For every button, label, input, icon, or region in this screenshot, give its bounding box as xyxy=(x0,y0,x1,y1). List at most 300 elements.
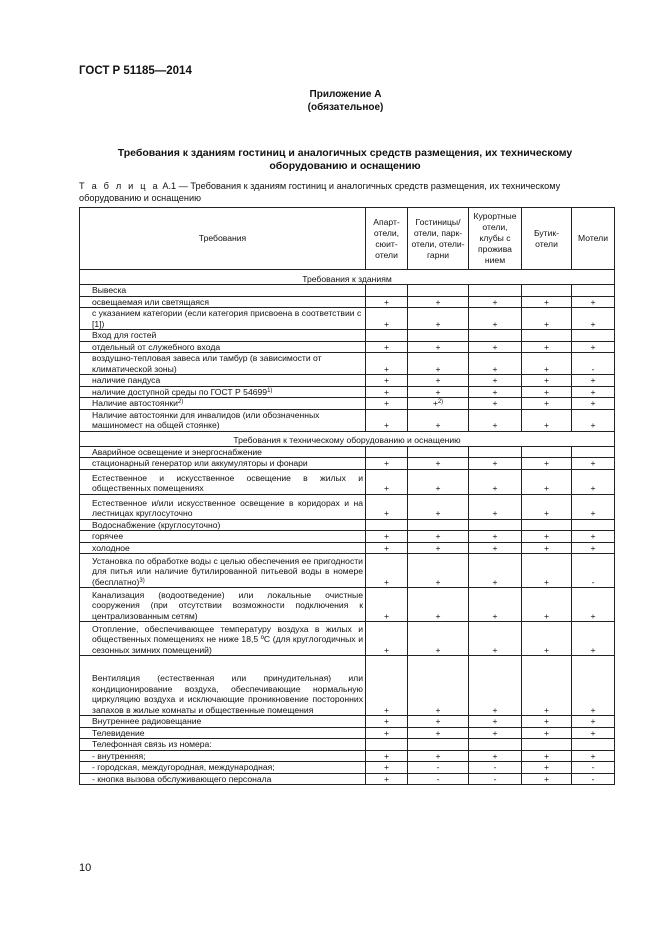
requirement-label: Телефонная связь из номера: xyxy=(92,739,212,749)
value-cell xyxy=(572,739,615,751)
value-mark: + xyxy=(543,644,550,655)
requirement-cell xyxy=(80,375,366,387)
value-mark: + xyxy=(543,318,550,329)
requirement-cell xyxy=(80,519,366,531)
value-cell xyxy=(366,330,408,342)
table-row xyxy=(80,409,615,431)
value-cell xyxy=(522,531,572,543)
value-mark: + xyxy=(383,363,390,374)
value-mark: + xyxy=(590,296,596,307)
value-cell xyxy=(572,446,615,458)
value-cell xyxy=(408,542,469,554)
value-mark: + xyxy=(492,420,498,430)
value-cell xyxy=(522,554,572,588)
value-cell xyxy=(366,727,408,739)
table-body xyxy=(80,270,615,785)
value-mark: + xyxy=(383,716,390,726)
value-cell xyxy=(366,531,408,543)
value-mark: + xyxy=(543,341,550,352)
value-mark: + xyxy=(590,398,596,408)
value-mark: + xyxy=(492,296,498,307)
value-cell xyxy=(572,375,615,387)
value-mark: + xyxy=(492,727,498,738)
value-mark: + xyxy=(492,610,498,621)
value-mark: + xyxy=(492,363,498,374)
value-mark: + xyxy=(492,341,498,352)
table-row xyxy=(80,458,615,470)
value-cell xyxy=(572,762,615,774)
value-cell xyxy=(572,409,615,431)
value-mark: + xyxy=(492,398,498,408)
value-cell xyxy=(522,341,572,353)
value-mark: + xyxy=(590,531,596,541)
value-cell xyxy=(469,330,522,342)
value-mark: + xyxy=(543,375,550,385)
value-cell xyxy=(469,375,522,387)
value-mark: + xyxy=(590,610,596,621)
table-row xyxy=(80,469,615,494)
value-mark: + xyxy=(435,716,441,726)
requirement-cell xyxy=(80,716,366,728)
requirement-cell xyxy=(80,727,366,739)
value-cell xyxy=(408,716,469,728)
value-cell xyxy=(366,494,408,519)
requirement-label: Наличие автостоянки для инвалидов (или обозначенных машиномест на общей стоянке) xyxy=(92,409,320,430)
requirement-cell xyxy=(80,296,366,308)
value-cell xyxy=(572,554,615,588)
value-mark: + xyxy=(492,644,498,655)
value-cell xyxy=(572,458,615,470)
requirement-label: Внутреннее радиовещание xyxy=(92,716,202,726)
value-mark: + xyxy=(590,386,596,397)
table-row xyxy=(80,542,615,554)
value-cell xyxy=(572,341,615,353)
value-cell xyxy=(572,494,615,519)
value-cell xyxy=(469,409,522,431)
requirement-cell xyxy=(80,386,366,398)
value-mark: - xyxy=(591,576,595,587)
value-cell xyxy=(469,622,522,656)
value-mark: + xyxy=(383,610,390,621)
requirement-cell xyxy=(80,341,366,353)
value-mark: + xyxy=(383,341,390,352)
requirements-table xyxy=(79,207,615,785)
value-cell xyxy=(469,494,522,519)
value-cell xyxy=(572,285,615,297)
requirement-cell xyxy=(80,773,366,785)
value-mark: - xyxy=(493,762,497,772)
value-cell xyxy=(366,296,408,308)
value-mark: + xyxy=(492,750,498,761)
requirement-label: стационарный генератор или аккумуляторы и фонари xyxy=(92,458,308,468)
value-cell xyxy=(469,308,522,330)
value-mark: + xyxy=(590,420,596,430)
value-mark: + xyxy=(383,318,390,329)
value-mark: + xyxy=(543,398,550,408)
table-row xyxy=(80,554,615,588)
value-mark: + xyxy=(435,704,441,715)
value-cell xyxy=(366,622,408,656)
value-cell xyxy=(522,398,572,410)
value-cell xyxy=(572,656,615,716)
value-cell xyxy=(522,296,572,308)
value-mark: + xyxy=(543,483,550,493)
value-cell xyxy=(366,386,408,398)
value-mark: + xyxy=(383,750,390,761)
value-mark: + xyxy=(435,318,441,329)
value-cell xyxy=(469,285,522,297)
value-cell xyxy=(408,519,469,531)
value-mark: + xyxy=(383,398,390,408)
value-cell xyxy=(572,296,615,308)
value-cell xyxy=(408,353,469,375)
value-mark: + xyxy=(543,458,550,468)
table-caption xyxy=(79,180,614,204)
value-cell xyxy=(408,341,469,353)
requirement-cell xyxy=(80,750,366,762)
requirement-cell xyxy=(80,285,366,297)
value-mark: + xyxy=(590,644,596,655)
value-mark: + xyxy=(383,644,390,655)
value-cell xyxy=(469,341,522,353)
value-cell xyxy=(572,588,615,622)
value-cell xyxy=(366,285,408,297)
value-cell xyxy=(572,750,615,762)
value-cell xyxy=(469,542,522,554)
value-cell xyxy=(572,519,615,531)
footnote-marker: 2) xyxy=(437,399,444,405)
value-cell xyxy=(522,446,572,458)
table-row xyxy=(80,588,615,622)
requirement-cell xyxy=(80,554,366,588)
table-row xyxy=(80,656,615,716)
value-mark: - xyxy=(591,773,595,784)
value-cell xyxy=(469,519,522,531)
requirement-cell xyxy=(80,330,366,342)
value-mark: + xyxy=(492,386,498,397)
value-mark: + xyxy=(383,296,390,307)
table-row xyxy=(80,353,615,375)
value-cell xyxy=(522,773,572,785)
value-cell xyxy=(522,308,572,330)
value-mark: + xyxy=(435,750,441,761)
value-cell xyxy=(366,458,408,470)
value-cell xyxy=(408,469,469,494)
value-cell xyxy=(366,762,408,774)
value-cell xyxy=(366,554,408,588)
requirement-label: холодное xyxy=(92,542,130,553)
table-caption-text: А.1 — Требования к зданиям гостиниц и аналогичных средств размещения, их техническому оборудованию и оснащению xyxy=(79,181,561,203)
footnote-marker: 3) xyxy=(139,577,145,584)
value-mark: + xyxy=(383,542,390,553)
value-mark: + xyxy=(383,576,390,587)
requirement-cell xyxy=(80,542,366,554)
value-cell xyxy=(366,446,408,458)
appendix-title: Приложение А xyxy=(309,89,382,100)
requirement-label: Наличие автостоянки xyxy=(92,398,178,408)
appendix-subtitle: (обязательное) xyxy=(307,102,384,113)
table-row xyxy=(80,750,615,762)
column-header-motels: Мотели xyxy=(572,208,615,270)
value-cell xyxy=(366,716,408,728)
footnote-marker: 1) xyxy=(267,387,273,394)
value-cell xyxy=(522,739,572,751)
value-cell xyxy=(572,398,615,410)
requirement-label: наличие пандуса xyxy=(92,375,161,385)
requirement-cell xyxy=(80,622,366,656)
value-cell xyxy=(522,353,572,375)
document-code: ГОСТ Р 51185—2014 xyxy=(79,65,192,77)
value-mark: + xyxy=(590,727,596,738)
table-row xyxy=(80,622,615,656)
value-mark: + xyxy=(543,716,550,726)
value-mark: + xyxy=(435,363,441,374)
value-cell xyxy=(572,622,615,656)
requirement-cell xyxy=(80,531,366,543)
requirement-label: Водоснабжение (круглосуточно) xyxy=(92,519,221,530)
value-cell xyxy=(366,588,408,622)
value-cell xyxy=(572,727,615,739)
requirement-cell xyxy=(80,458,366,470)
value-mark: + xyxy=(590,375,596,385)
table-row xyxy=(80,739,615,751)
value-mark: + xyxy=(543,750,550,761)
column-header-requirements: Требования xyxy=(80,208,366,270)
table-row xyxy=(80,727,615,739)
value-mark: + xyxy=(543,610,550,621)
value-cell xyxy=(469,353,522,375)
value-mark: + xyxy=(383,773,390,784)
value-mark: + xyxy=(543,576,550,587)
value-mark: + xyxy=(590,508,596,518)
value-cell xyxy=(522,494,572,519)
value-cell xyxy=(469,386,522,398)
requirement-cell xyxy=(80,494,366,519)
value-mark: + xyxy=(383,386,390,397)
value-cell xyxy=(469,750,522,762)
value-mark: + xyxy=(492,458,498,468)
value-mark: + xyxy=(543,542,550,553)
value-mark: + xyxy=(435,531,441,541)
column-header-resort-hotels: Курортные отели, клубы с прожива нием xyxy=(469,208,522,270)
value-mark: + xyxy=(543,386,550,397)
requirement-label: Аварийное освещение и энергоснабжение xyxy=(92,446,262,457)
value-cell xyxy=(408,739,469,751)
value-cell xyxy=(408,386,469,398)
value-cell xyxy=(572,716,615,728)
requirement-label: наличие доступной среды по ГОСТ Р 54699 xyxy=(92,386,268,397)
value-cell xyxy=(408,398,469,410)
value-cell xyxy=(408,308,469,330)
value-mark: + xyxy=(492,508,498,518)
value-cell xyxy=(469,773,522,785)
value-cell xyxy=(469,296,522,308)
value-cell xyxy=(469,446,522,458)
value-cell xyxy=(522,716,572,728)
requirement-label: Установка по обработке воды с целью обеспечения ее пригодности для питья или наличие бутилированной питьевой воды в номере (бесплатно) xyxy=(92,555,363,587)
value-cell xyxy=(366,750,408,762)
requirement-label: Естественное и искусственное освещение в жилых и общественных помещениях xyxy=(92,472,363,493)
value-cell xyxy=(572,542,615,554)
value-mark: + xyxy=(383,508,390,518)
requirement-label: Вход для гостей xyxy=(92,330,157,340)
value-cell xyxy=(469,458,522,470)
value-cell xyxy=(522,656,572,716)
value-cell xyxy=(522,386,572,398)
value-cell xyxy=(366,375,408,387)
value-cell xyxy=(366,341,408,353)
value-mark: + xyxy=(543,762,550,772)
value-mark: - xyxy=(436,762,440,772)
value-mark: - xyxy=(591,762,595,772)
table-row xyxy=(80,773,615,785)
value-cell xyxy=(408,458,469,470)
value-mark: + xyxy=(492,542,498,553)
value-cell xyxy=(408,375,469,387)
value-cell xyxy=(408,727,469,739)
value-mark: + xyxy=(492,375,498,385)
value-cell xyxy=(366,409,408,431)
table-row xyxy=(80,341,615,353)
value-mark: + xyxy=(383,375,390,385)
value-mark: + xyxy=(590,341,596,352)
value-cell xyxy=(572,531,615,543)
value-mark: - xyxy=(591,363,595,374)
value-mark: + xyxy=(383,704,390,715)
section-heading: Требования к зданиям xyxy=(80,270,615,285)
value-cell xyxy=(469,398,522,410)
value-mark: + xyxy=(432,398,438,408)
value-mark: + xyxy=(383,531,390,541)
section-row xyxy=(80,270,615,285)
value-mark: + xyxy=(435,508,441,518)
section-heading: Требования к техническому оборудованию и оснащению xyxy=(80,431,615,446)
value-mark: + xyxy=(435,576,441,587)
value-mark: + xyxy=(383,483,390,493)
value-mark: + xyxy=(543,420,550,430)
value-cell xyxy=(408,494,469,519)
value-cell xyxy=(572,469,615,494)
value-cell xyxy=(408,554,469,588)
value-mark: + xyxy=(383,727,390,738)
value-cell xyxy=(408,588,469,622)
value-mark: + xyxy=(543,508,550,518)
requirement-cell xyxy=(80,398,366,410)
value-mark: + xyxy=(435,727,441,738)
table-row xyxy=(80,762,615,774)
value-cell xyxy=(366,773,408,785)
value-mark: + xyxy=(492,576,498,587)
requirement-label: Отопление, обеспечивающее температуру воздуха в жилых и общественных помещениях не ниже 18,5 ºС (для круглогодичных и сезонных зимних помещений) xyxy=(92,623,363,655)
value-cell xyxy=(572,308,615,330)
value-cell xyxy=(572,330,615,342)
value-cell xyxy=(469,554,522,588)
value-cell xyxy=(366,308,408,330)
value-cell xyxy=(408,446,469,458)
value-mark: - xyxy=(493,773,497,784)
value-cell xyxy=(522,750,572,762)
value-mark: + xyxy=(435,341,441,352)
requirement-cell xyxy=(80,656,366,716)
value-mark: + xyxy=(543,296,550,307)
value-mark: + xyxy=(543,773,550,784)
requirement-cell xyxy=(80,353,366,375)
requirement-label: отдельный от служебного входа xyxy=(92,341,221,352)
requirement-label: - кнопка вызова обслуживающего персонала xyxy=(92,773,272,784)
value-cell xyxy=(572,773,615,785)
requirement-cell xyxy=(80,739,366,751)
value-mark: + xyxy=(435,420,441,430)
page-number: 10 xyxy=(79,862,92,874)
value-cell xyxy=(366,542,408,554)
value-cell xyxy=(469,716,522,728)
value-cell xyxy=(522,285,572,297)
value-cell xyxy=(469,531,522,543)
requirement-label: Телевидение xyxy=(92,727,145,738)
value-cell xyxy=(408,409,469,431)
value-mark: + xyxy=(435,296,441,307)
value-cell xyxy=(366,519,408,531)
value-mark: + xyxy=(492,318,498,329)
table-row xyxy=(80,330,615,342)
value-mark: + xyxy=(492,704,498,715)
value-cell xyxy=(469,656,522,716)
requirement-label: воздушно-тепловая завеса или тамбур (в зависимости от климатической зоны) xyxy=(92,353,322,374)
value-mark: + xyxy=(590,458,596,468)
value-cell xyxy=(522,727,572,739)
requirement-cell xyxy=(80,409,366,431)
value-mark: - xyxy=(436,773,440,784)
section-title: Требования к зданиям гостиниц и аналогичных средств размещения, их техническому оборудованию и оснащению xyxy=(117,147,573,172)
value-mark: + xyxy=(492,716,498,726)
value-cell xyxy=(469,762,522,774)
section-row xyxy=(80,431,615,446)
requirement-label: горячее xyxy=(92,531,124,541)
requirement-label: Вывеска xyxy=(92,285,127,295)
table-row xyxy=(80,308,615,330)
requirement-cell xyxy=(80,588,366,622)
requirement-cell xyxy=(80,446,366,458)
value-cell xyxy=(522,409,572,431)
value-mark: + xyxy=(435,542,441,553)
value-mark: + xyxy=(435,458,441,468)
requirement-label: Естественное и/или искусственное освещение в коридорах и на лестницах круглосуточно xyxy=(92,497,363,518)
table-row xyxy=(80,716,615,728)
value-cell xyxy=(408,296,469,308)
requirement-cell xyxy=(80,762,366,774)
value-cell xyxy=(366,739,408,751)
table-header-row xyxy=(80,208,615,270)
requirement-label: с указанием категории (если категория присвоена в соответствии с [1]) xyxy=(92,308,362,329)
requirement-cell xyxy=(80,469,366,494)
table-row xyxy=(80,285,615,297)
column-header-apart-hotels: Апарт-отели, сюит-отели xyxy=(366,208,408,270)
appendix-heading xyxy=(0,88,661,114)
table-row xyxy=(80,398,615,410)
value-cell xyxy=(366,398,408,410)
value-mark: + xyxy=(590,750,596,761)
value-cell xyxy=(522,375,572,387)
value-cell xyxy=(366,656,408,716)
table-caption-label: Т а б л и ц а xyxy=(79,181,160,191)
value-mark: + xyxy=(383,762,390,772)
table-row xyxy=(80,446,615,458)
column-header-hotels: Гостиницы/ отели, парк-отели, отели- гарни xyxy=(408,208,469,270)
value-cell xyxy=(408,330,469,342)
footnote-marker: 2) xyxy=(177,399,184,405)
value-mark: + xyxy=(590,542,596,553)
value-cell xyxy=(408,773,469,785)
